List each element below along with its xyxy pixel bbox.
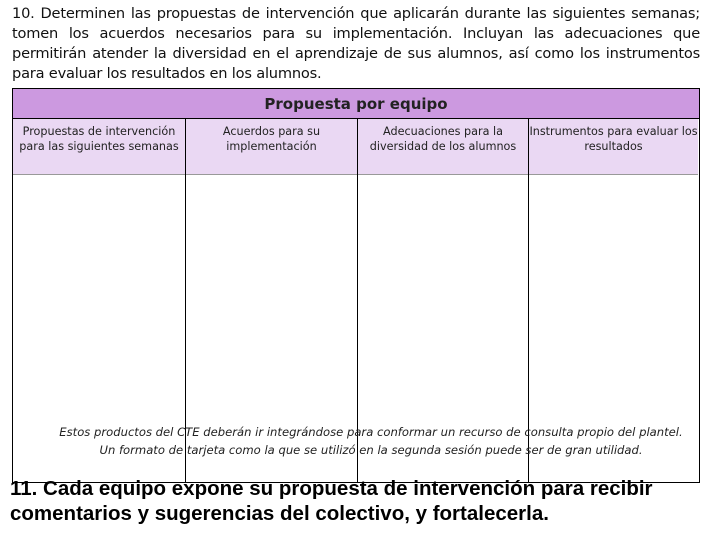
instruction-paragraph: 10. Determinen las propuestas de intervención que aplicarán durante las siguientes semanas; tomen los acuerdos necesarios para su implementación. Incluyan las adecuaciones que permitirán atender la diversidad en el aprendizaje de sus alumnos, así como los instrumentos para evaluar los resultados en los alumnos. [12,5,700,82]
note-line: Un formato de tarjeta como la que se utilizó en la segunda sesión puede ser de gran utilidad. [99,443,643,457]
column-header: Acuerdos para su implementación [186,119,357,175]
column-header: Instrumentos para evaluar los resultados [529,119,698,175]
note-line: Estos productos del CTE deberán ir integrándose para conformar un recurso de consulta propio del plantel. [59,425,683,439]
step-eleven-instruction: 11. Cada equipo expone su propuesta de intervención para recibir comentarios y sugerencias del colectivo, y fortalecerla. [10,477,653,525]
table-title: Propuesta por equipo [13,89,699,119]
products-note [30,423,712,459]
column-header: Adecuaciones para la diversidad de los alumnos [358,119,528,175]
column-header: Propuestas de intervención para las siguientes semanas [13,119,185,175]
